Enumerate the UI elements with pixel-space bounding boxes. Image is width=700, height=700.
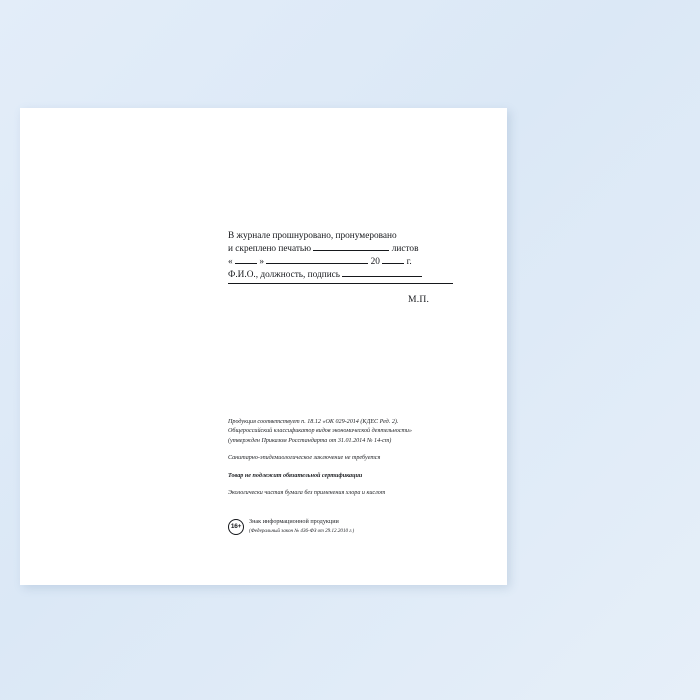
seal-statement-block: [228, 230, 478, 282]
seal-line-2-suffix: листов: [391, 244, 419, 254]
year-suffix: г.: [406, 257, 412, 267]
age-rating-icon: 16+: [228, 519, 244, 535]
year-prefix: 20: [370, 257, 380, 267]
age-rating-title: Знак информационной продукции: [249, 518, 339, 525]
document-page: [20, 108, 507, 585]
seal-line-1-text: В журнале прошнуровано, пронумеровано: [228, 231, 397, 241]
seal-line-2: [228, 243, 478, 256]
seal-line-3: [228, 256, 478, 269]
month-rule: [266, 257, 368, 264]
legal-paragraph-1-line-2: Общероссийский классификатор видов экономической деятельности»: [228, 428, 412, 435]
date-quote-open: «: [228, 257, 233, 267]
date-quote-close: »: [259, 257, 264, 267]
year-rule: [382, 257, 404, 264]
legal-paragraph-3: Товар не подлежит обязательной сертификации: [228, 472, 363, 479]
stamp-place-label: М.П.: [408, 294, 430, 305]
signature-label: Ф.И.О., должность, подпись: [228, 270, 341, 280]
legal-paragraph-1-line-1: Продукция соответствует п. 18.12 «ОК 029-2014 (КДЕС Ред. 2).: [228, 419, 399, 425]
seal-line-2-text: и скреплено печатью: [228, 244, 312, 254]
legal-paragraph-4: Экологически чистая бумага без применения хлора и кислот: [228, 490, 386, 497]
seal-line-4: [228, 269, 478, 282]
sheets-count-rule: [313, 244, 389, 251]
signature-long-rule: [228, 283, 453, 284]
age-rating-texts: [249, 518, 354, 535]
seal-line-1: [228, 230, 478, 243]
signature-rule: [342, 270, 422, 277]
legal-paragraph-2: Санитарно-эпидемиологическое заключение не требуется: [228, 455, 381, 462]
age-rating-law-reference: (Федеральный закон № 436-ФЗ от 29.12.2010 г.): [249, 527, 355, 534]
age-rating-row: [228, 518, 354, 535]
legal-notes-block: [228, 418, 478, 506]
day-rule: [235, 257, 257, 264]
legal-paragraph-1-line-3: (утвержден Приказом Росстандарта от 31.01.2014 № 14-ст): [228, 437, 392, 444]
